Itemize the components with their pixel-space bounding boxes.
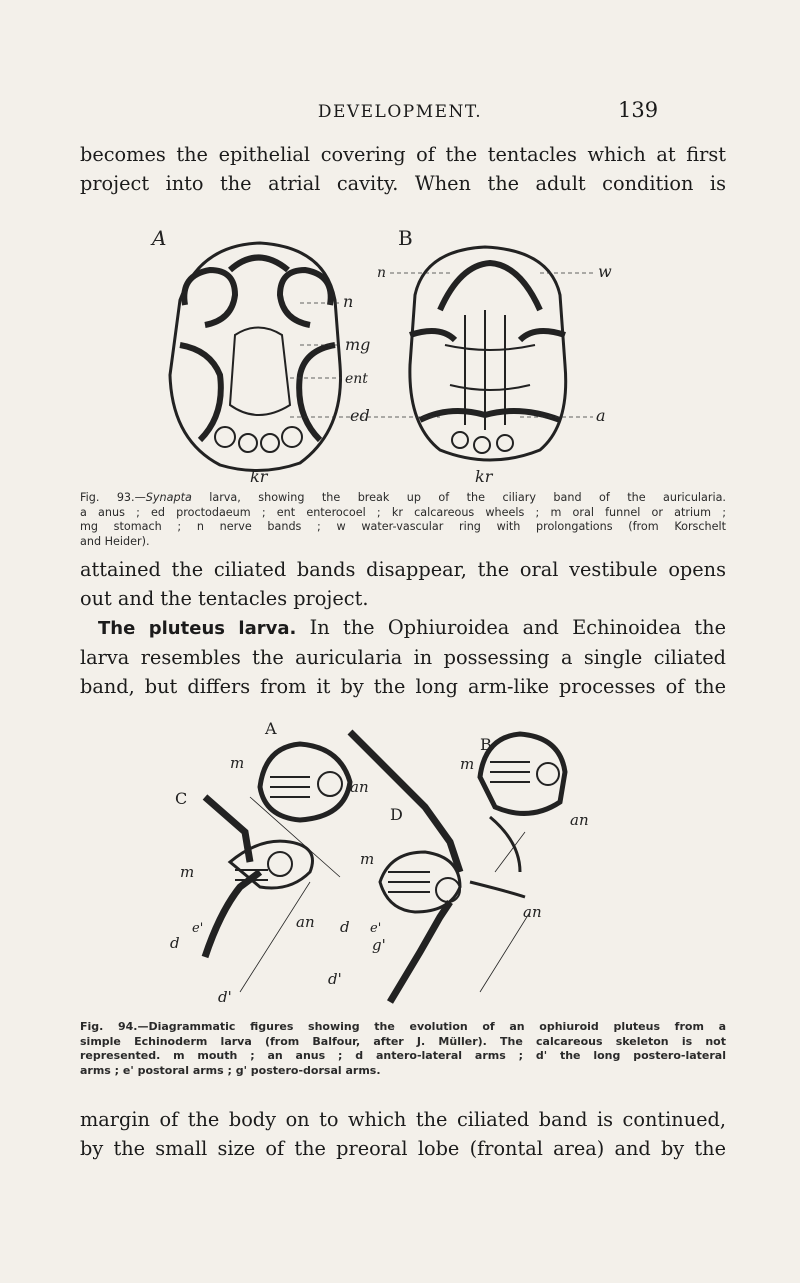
fig94-b-body <box>480 734 565 813</box>
fig94-caption-line-4: arms ; e' postoral arms ; g' postero-dorsal arms. <box>80 1063 381 1077</box>
fig94-label-d-c: d <box>170 934 180 952</box>
fig93-label-w: w <box>598 262 612 281</box>
fig93-label-a: a <box>596 406 606 425</box>
fig93-a-left-loop <box>184 270 235 325</box>
page-number: 139 <box>618 98 659 122</box>
fig93-label-mg: mg <box>345 335 371 354</box>
fig94-label-m-d: m <box>360 850 375 868</box>
fig93-label-n-b: n <box>377 265 387 281</box>
paragraph-2 <box>80 555 726 613</box>
fig94-panel-a: A <box>265 722 277 738</box>
fig94-panel-d: D <box>390 805 403 824</box>
fig93-a-right-loop <box>280 270 331 325</box>
running-header: DEVELOPMENT. <box>317 102 483 122</box>
paragraph-1-line-2: project into the atrial cavity. When the adult condition is <box>80 172 726 195</box>
fig93-caption-prefix: Fig. 93.— <box>80 491 146 504</box>
paragraph-2-line-1: attained the ciliated bands disappear, the oral vestibule opens <box>80 558 726 581</box>
fig93-b-right-lobe <box>520 331 565 340</box>
fig93-caption-rest: larva, showing the break up of the ciliary band of the auricularia. <box>191 491 726 504</box>
fig93-label-kr-a: kr <box>250 467 268 485</box>
fig93-b-body <box>410 247 566 460</box>
fig94-a-body <box>260 744 350 820</box>
fig93-caption-line-3: mg stomach ; n nerve bands ; w water-vascular ring with prolongations (from Korschelt <box>80 520 726 533</box>
paragraph-1 <box>80 140 726 198</box>
fig94-label-an-a: an <box>350 778 369 796</box>
paragraph-3-line-2: larva resembles the auricularia in possessing a single ciliated <box>80 646 726 669</box>
fig94-caption-line-2: simple Echinoderm larva (from Balfour, after J. Müller). The calcareous skeleton is not <box>80 1034 726 1048</box>
fig94-d-long-arm <box>390 902 450 1002</box>
fig93-caption-line-1 <box>80 491 726 506</box>
fig93-caption-genus: Synapta <box>145 491 192 504</box>
fig94-label-an-c: an <box>296 913 315 931</box>
fig94-caption-line-1: Fig. 94.—Diagrammatic figures showing the evolution of an ophiuroid pluteus from a <box>80 1020 726 1033</box>
fig93-a-band-left <box>180 345 221 440</box>
fig94-label-e-d: e' <box>370 921 382 936</box>
figure-93-illustration <box>140 225 620 485</box>
paragraph-3-line-3: band, but differs from it by the long arm-like processes of the <box>80 675 726 698</box>
fig93-label-ent: ent <box>345 371 368 387</box>
fig94-panel-c: C <box>175 789 188 808</box>
fig93-label-kr-b: kr <box>475 467 493 485</box>
fig93-panel-a-label: A <box>152 226 167 250</box>
fig93-b-tentacles <box>440 263 540 310</box>
fig94-label-g-d: g' <box>372 936 386 954</box>
paragraph-2-line-2: out and the tentacles project. <box>80 587 369 610</box>
fig93-a-inner <box>230 328 290 416</box>
fig94-label-m-a: m <box>230 754 245 772</box>
fig93-b-left-lobe <box>410 331 455 340</box>
figure-94-illustration <box>150 722 630 1012</box>
paragraph-3-line-1 <box>80 613 726 643</box>
paragraph-1-line-1: becomes the epithelial covering of the tentacles which at first <box>80 143 726 166</box>
fig93-caption-line-2: a anus ; ed proctodaeum ; ent enterocoel ; kr calcareous wheels ; m oral funnel or atrium ; <box>80 505 726 519</box>
section-heading-pluteus: The pluteus larva. <box>98 618 297 639</box>
fig94-c-arm-lower <box>205 872 260 957</box>
fig93-a-top-loop <box>230 258 288 271</box>
fig94-d-arm-right <box>470 882 525 897</box>
fig94-label-d-d: d <box>340 918 350 936</box>
fig93-caption-line-4: and Heider). <box>80 534 150 548</box>
paragraph-4 <box>80 1105 726 1163</box>
paragraph-4-line-2: by the small size of the preoral lobe (frontal area) and by the <box>80 1137 726 1160</box>
fig93-b-lower-band <box>420 411 560 420</box>
fig94-label-e-c: e' <box>192 921 204 936</box>
fig93-label-n: n <box>343 292 354 311</box>
paragraph-3 <box>80 613 726 701</box>
fig93-label-ed: ed <box>350 406 370 425</box>
fig94-label-d2-c: d' <box>218 988 232 1006</box>
fig94-caption-line-3: represented. m mouth ; an anus ; d antero-lateral arms ; d' the long postero-lateral <box>80 1049 726 1062</box>
fig94-label-an-b: an <box>570 811 589 829</box>
fig94-panel-b: B <box>480 735 492 754</box>
fig93-panel-b-label: B <box>398 226 413 250</box>
figure-93-caption <box>80 491 726 549</box>
paragraph-3-line-1-rest: In the Ophiuroidea and Echinoidea the <box>296 616 726 639</box>
figure-94-caption <box>80 1020 726 1078</box>
fig94-label-m-b: m <box>460 755 475 773</box>
fig94-label-m-c: m <box>180 863 195 881</box>
fig94-label-d2-d: d' <box>328 970 342 988</box>
paragraph-4-line-1: margin of the body on to which the ciliated band is continued, <box>80 1108 726 1131</box>
fig94-label-an-b2: an <box>523 903 542 921</box>
